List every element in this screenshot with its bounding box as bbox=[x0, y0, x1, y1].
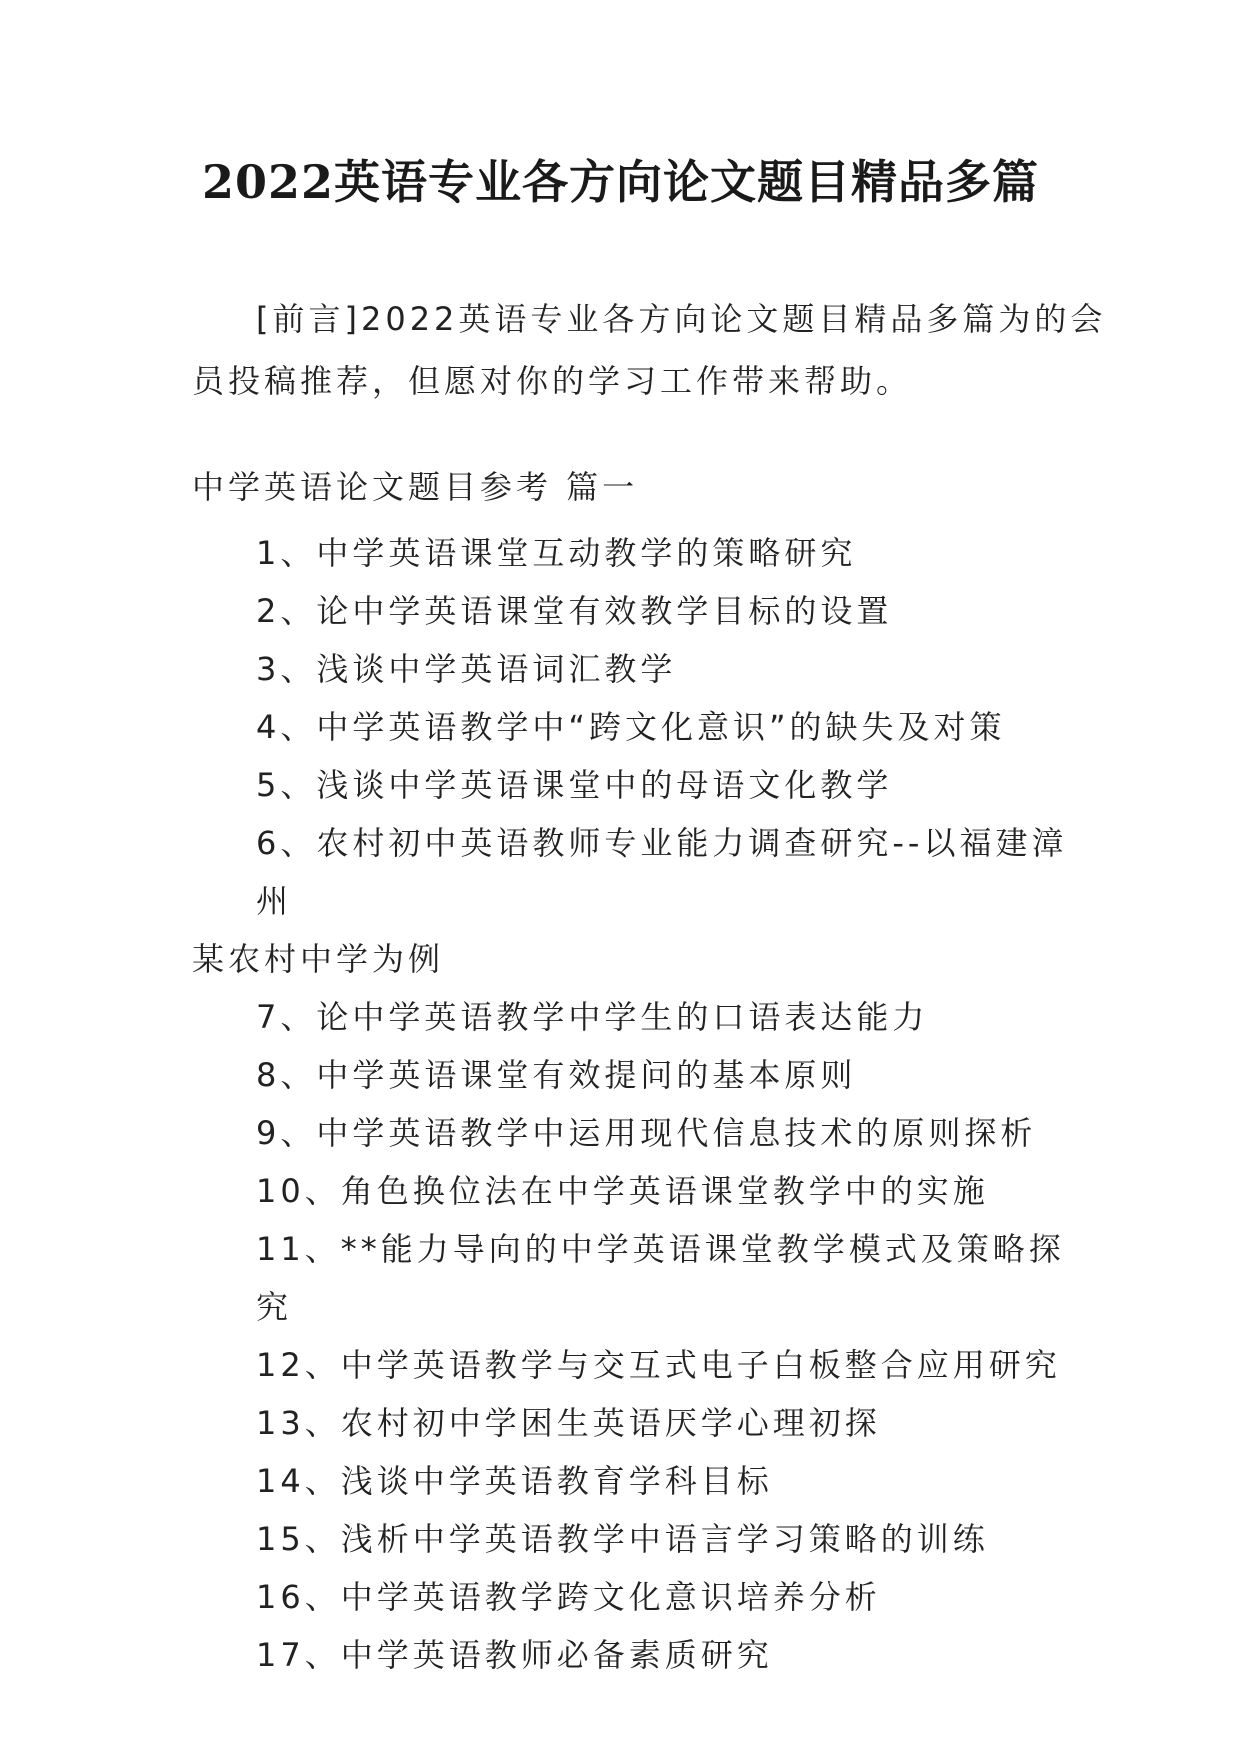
topic-list bbox=[192, 524, 1072, 1684]
list-item bbox=[192, 1510, 1072, 1568]
list-item-text: 17、中学英语教师必备素质研究 bbox=[256, 1636, 773, 1674]
list-item-text: 13、农村初中学困生英语厌学心理初探 bbox=[256, 1404, 881, 1442]
list-item-text: 15、浅析中学英语教学中语言学习策略的训练 bbox=[256, 1520, 989, 1558]
list-item bbox=[192, 1452, 1072, 1510]
list-item bbox=[192, 756, 1072, 814]
list-item bbox=[192, 1046, 1072, 1104]
list-item-text: 3、浅谈中学英语词汇教学 bbox=[256, 650, 677, 688]
list-item bbox=[192, 1220, 1072, 1336]
list-item-text: 12、中学英语教学与交互式电子白板整合应用研究 bbox=[256, 1346, 1061, 1384]
list-item bbox=[192, 1162, 1072, 1220]
list-item-text: 2、论中学英语课堂有效教学目标的设置 bbox=[256, 592, 893, 630]
list-item-text: 16、中学英语教学跨文化意识培养分析 bbox=[256, 1578, 881, 1616]
preface-line-1: [前言]2022英语专业各方向论文题目精品多篇为的会 bbox=[256, 300, 1107, 338]
list-item bbox=[192, 1394, 1072, 1452]
section-heading: 中学英语论文题目参考 篇一 bbox=[192, 468, 639, 506]
list-item bbox=[192, 582, 1072, 640]
list-item-continuation: 某农村中学为例 bbox=[192, 940, 445, 978]
list-item-text: 9、中学英语教学中运用现代信息技术的原则探析 bbox=[256, 1114, 1037, 1152]
list-item bbox=[192, 1626, 1072, 1684]
list-item-text: 14、浅谈中学英语教育学科目标 bbox=[256, 1462, 773, 1500]
list-item-text: 8、中学英语课堂有效提问的基本原则 bbox=[256, 1056, 857, 1094]
list-item-text: 7、论中学英语教学中学生的口语表达能力 bbox=[256, 998, 929, 1036]
list-item-text: 1、中学英语课堂互动教学的策略研究 bbox=[256, 534, 857, 572]
list-item bbox=[192, 814, 1072, 988]
list-item bbox=[192, 1104, 1072, 1162]
list-item-text: 5、浅谈中学英语课堂中的母语文化教学 bbox=[256, 766, 893, 804]
list-item-text: 4、中学英语教学中“跨文化意识”的缺失及对策 bbox=[256, 708, 1006, 746]
list-item-text: 11、**能力导向的中学英语课堂教学模式及策略探究 bbox=[256, 1230, 1065, 1326]
list-item bbox=[192, 524, 1072, 582]
list-item bbox=[192, 698, 1072, 756]
list-item-text: 6、农村初中英语教师专业能力调查研究--以福建漳州 bbox=[256, 824, 1068, 920]
list-item-text: 10、角色换位法在中学英语课堂教学中的实施 bbox=[256, 1172, 989, 1210]
list-item bbox=[192, 1568, 1072, 1626]
list-item bbox=[192, 640, 1072, 698]
preface-paragraph bbox=[192, 288, 1107, 412]
preface-line-2: 员投稿推荐，但愿对你的学习工作带来帮助。 bbox=[192, 362, 913, 400]
list-item bbox=[192, 988, 1072, 1046]
list-item bbox=[192, 1336, 1072, 1394]
document-title: 2022英语专业各方向论文题目精品多篇 bbox=[201, 155, 1040, 209]
